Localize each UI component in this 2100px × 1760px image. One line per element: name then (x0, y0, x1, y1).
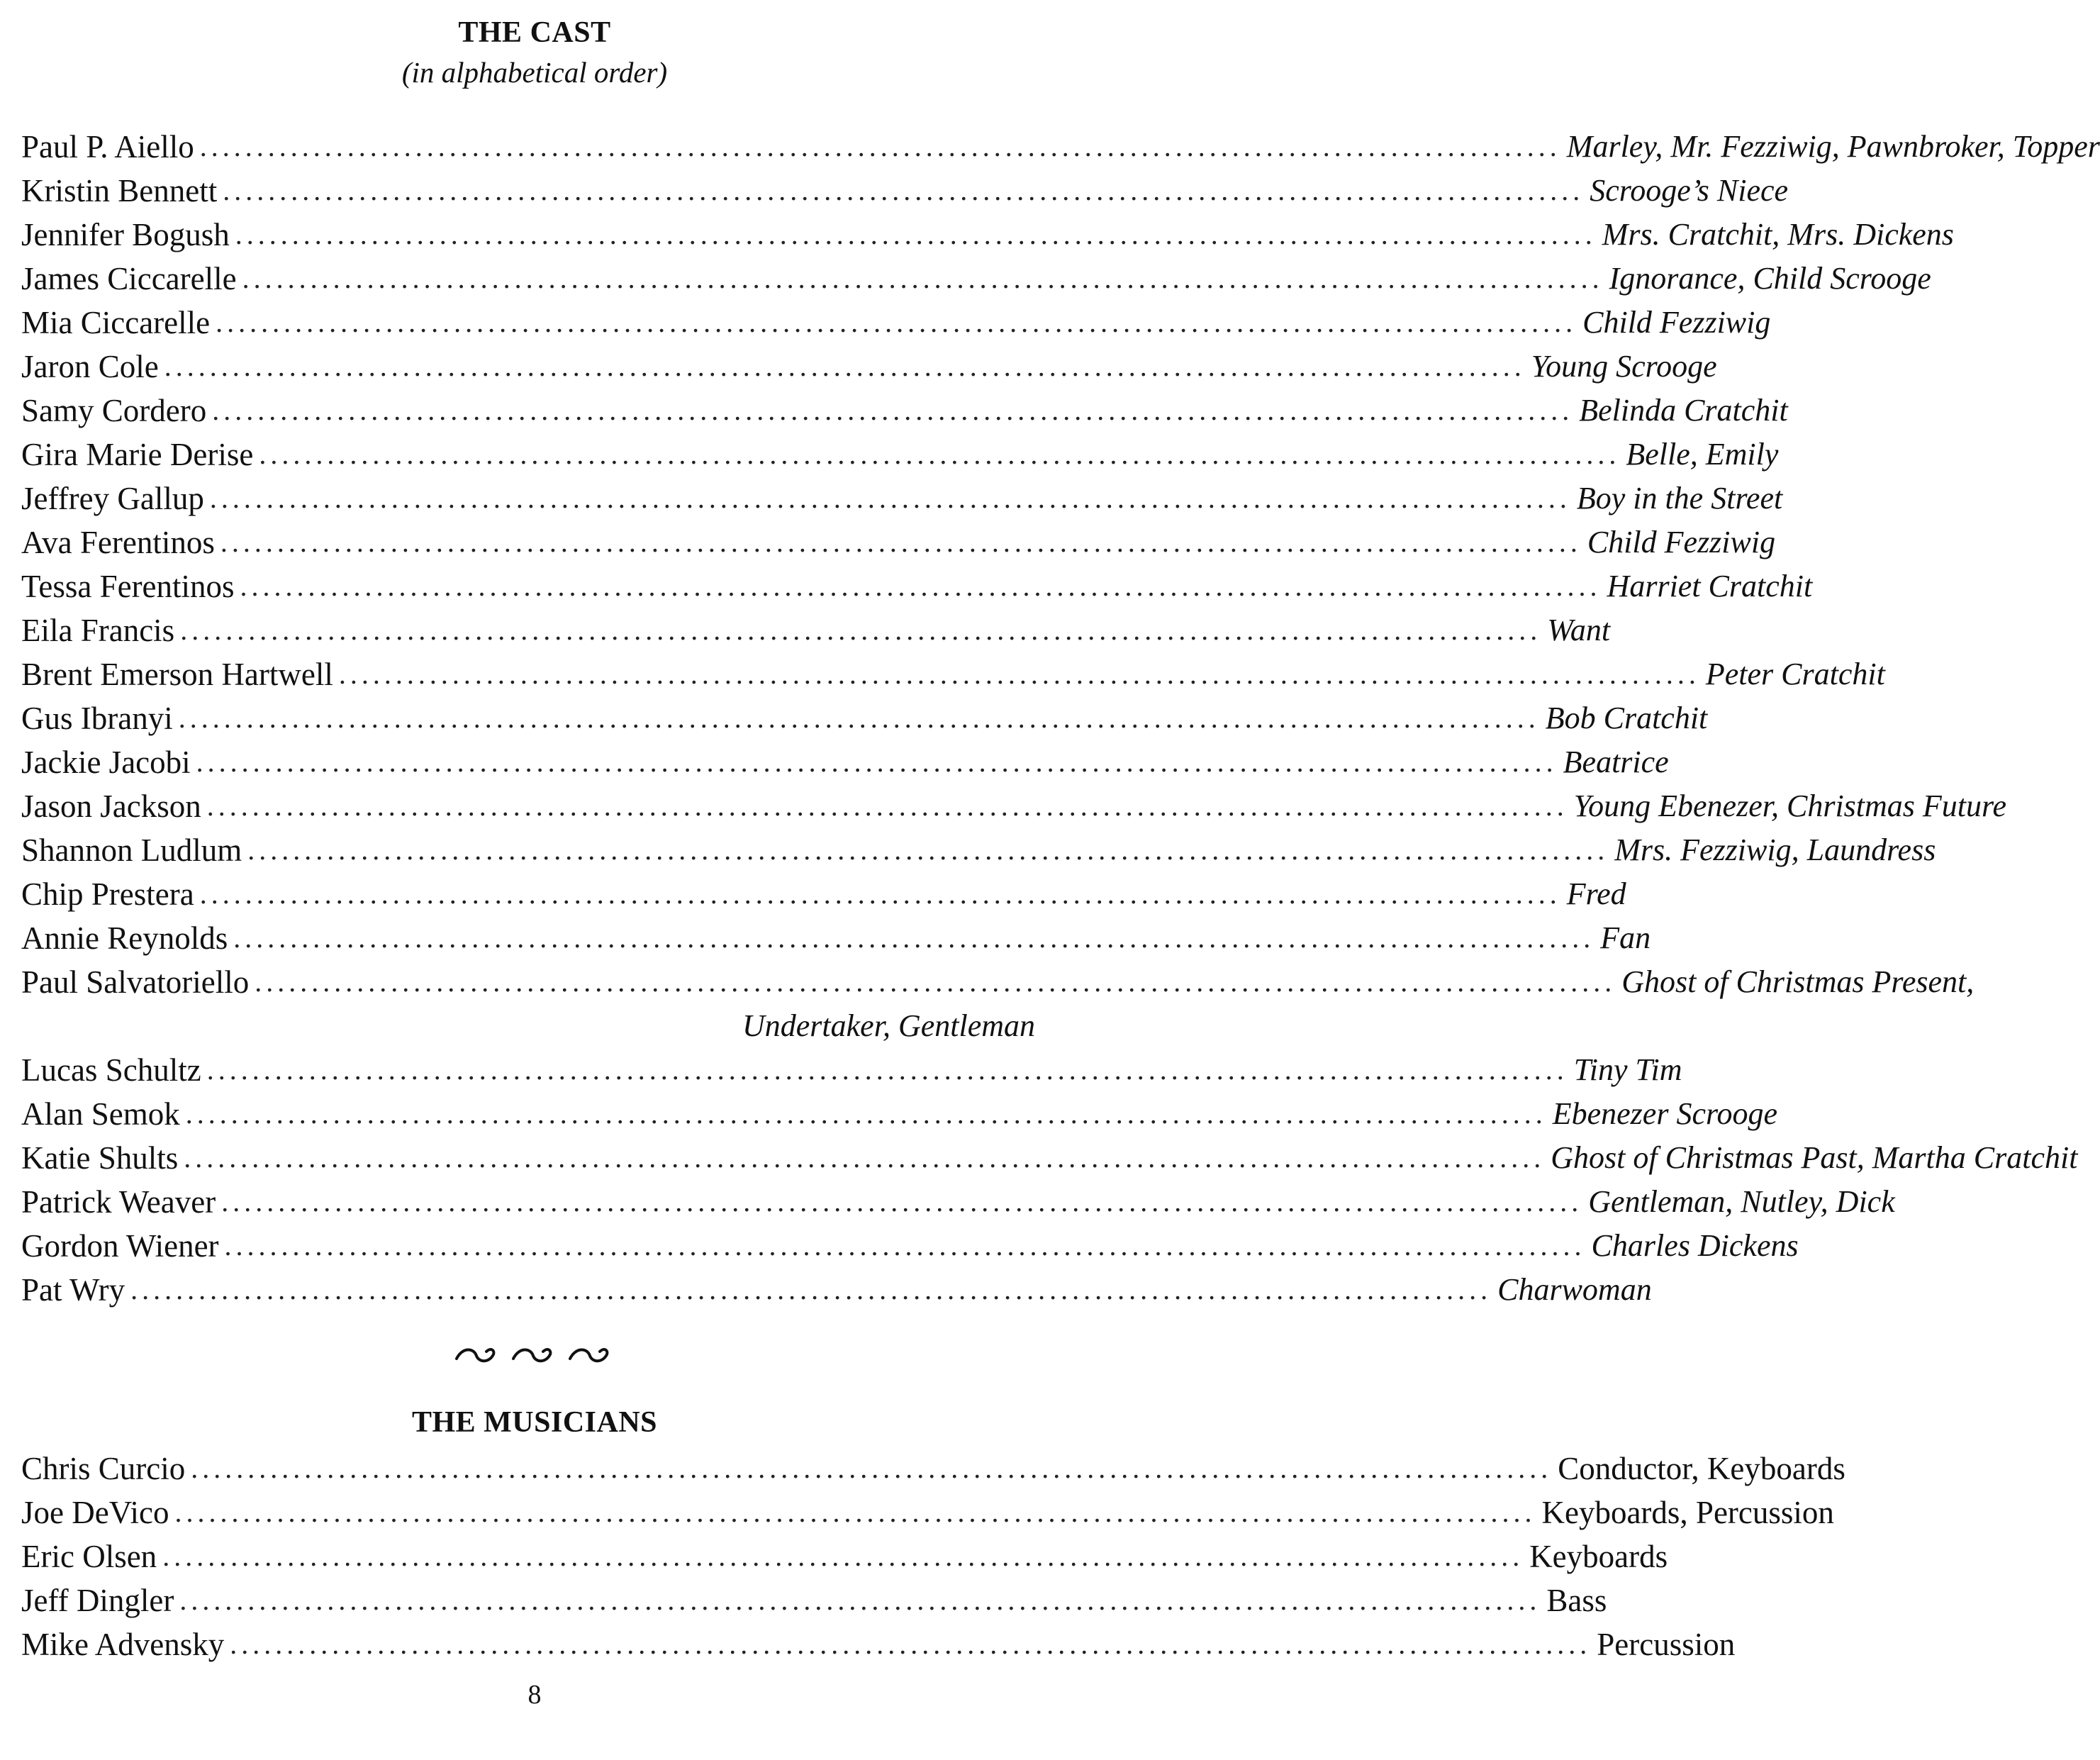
cast-member-row (21, 213, 1954, 257)
ornament-divider (0, 1340, 1069, 1378)
musician-list (21, 1447, 1845, 1666)
cast-member-role: Peter Cratchit (1705, 657, 1885, 691)
cast-member-role: Gentleman, Nutley, Dick (1588, 1184, 1895, 1219)
leader-dots: ........................................................................................................................ (179, 1584, 1541, 1616)
musician-role: Bass (1546, 1583, 1607, 1618)
leader-dots: ........................................................................................................................ (247, 834, 1609, 866)
cast-member-role: Bob Cratchit (1545, 701, 1708, 735)
cast-member-name: Paul Salvatoriello (21, 964, 250, 1000)
leader-dots: ........................................................................................................................ (212, 394, 1574, 426)
cast-member-row (21, 1136, 2078, 1180)
cast-member-name: Katie Shults (21, 1140, 179, 1176)
cast-member-row (21, 1092, 1777, 1136)
musician-row (21, 1491, 1834, 1535)
cast-member-name: Chip Prestera (21, 876, 194, 912)
musician-row (21, 1622, 1736, 1666)
cast-member-name: Eila Francis (21, 613, 175, 648)
leader-dots: ........................................................................................................................ (206, 790, 1568, 822)
leader-dots: ........................................................................................................................ (180, 614, 1542, 646)
leader-dots: ........................................................................................................................ (162, 1540, 1524, 1572)
cast-member-name: Jackie Jacobi (21, 745, 191, 780)
scroll-flourish-icon (449, 1342, 620, 1370)
cast-member-role: Ghost of Christmas Past, Martha Cratchit (1551, 1140, 2078, 1175)
cast-member-role: Mrs. Fezziwig, Laundress (1614, 832, 1936, 867)
cast-member-role: Fred (1566, 876, 1626, 911)
leader-dots: ........................................................................................................................ (185, 1098, 1547, 1130)
musician-name: Chris Curcio (21, 1451, 186, 1486)
cast-member-name: Lucas Schultz (21, 1052, 201, 1088)
cast-member-role: Harriet Cratchit (1607, 569, 1813, 603)
cast-list (21, 125, 2100, 1312)
cast-member-row (21, 257, 1931, 301)
cast-member-role: Child Fezziwig (1587, 525, 1776, 559)
cast-member-role: Ignorance, Child Scrooge (1609, 261, 1931, 296)
leader-dots: ........................................................................................................................ (233, 922, 1595, 954)
cast-member-row (21, 784, 2007, 828)
leader-dots: ........................................................................................................................ (242, 262, 1604, 294)
leader-dots: ........................................................................................................................ (199, 130, 1561, 162)
cast-member-row (21, 652, 1885, 696)
cast-member-row (21, 828, 1936, 872)
cast-member-name: Alan Semok (21, 1096, 180, 1132)
cast-member-name: Patrick Weaver (21, 1184, 216, 1220)
leader-dots: ........................................................................................................................ (221, 1186, 1583, 1218)
cast-member-role: Ebenezer Scrooge (1552, 1096, 1777, 1131)
cast-member-name: Gordon Wiener (21, 1228, 219, 1264)
leader-dots: ........................................................................................................................ (259, 438, 1621, 470)
cast-member-row (21, 916, 1651, 960)
cast-subtitle: (in alphabetical order) (401, 56, 668, 89)
musician-role: Percussion (1597, 1627, 1736, 1662)
cast-member-row (21, 960, 1975, 1004)
leader-dots: ........................................................................................................................ (184, 1142, 1546, 1174)
leader-dots: ........................................................................................................................ (178, 702, 1540, 734)
cast-title: THE CAST (458, 16, 611, 49)
cast-member-row (21, 696, 1708, 740)
leader-dots: ........................................................................................................................ (230, 1628, 1592, 1660)
cast-member-role: Marley, Mr. Fezziwig, Pawnbroker, Topper (1566, 129, 2100, 164)
cast-member-name: Gus Ibranyi (21, 701, 173, 736)
cast-member-row (21, 301, 1771, 345)
musician-name: Mike Advensky (21, 1627, 225, 1662)
page-number: 8 (527, 1680, 542, 1710)
cast-member-row (21, 389, 1788, 433)
musician-row (21, 1447, 1845, 1491)
musician-row (21, 1535, 1668, 1578)
cast-member-role: Mrs. Cratchit, Mrs. Dickens (1602, 217, 1954, 252)
cast-member-role: Want (1547, 613, 1611, 647)
musician-name: Jeff Dingler (21, 1583, 174, 1618)
leader-dots: ........................................................................................................................ (240, 570, 1602, 602)
cast-member-role: Ghost of Christmas Present, (1621, 964, 1975, 999)
cast-member-role: Young Scrooge (1531, 349, 1717, 384)
cast-member-name: Jason Jackson (21, 789, 201, 824)
cast-member-row (21, 520, 1776, 564)
musician-name: Joe DeVico (21, 1495, 169, 1530)
cast-member-role: Belinda Cratchit (1579, 393, 1788, 428)
musicians-title: THE MUSICIANS (411, 1406, 658, 1439)
leader-dots: ........................................................................................................................ (191, 1452, 1553, 1484)
cast-member-row (21, 125, 2100, 169)
cast-member-row (21, 1224, 1799, 1268)
cast-member-row (21, 1048, 1682, 1092)
leader-dots: ........................................................................................................................ (224, 1230, 1586, 1261)
cast-member-role: Tiny Tim (1573, 1052, 1682, 1087)
cast-member-name: Brent Emerson Hartwell (21, 657, 333, 692)
cast-member-name: Paul P. Aiello (21, 129, 194, 165)
leader-dots: ........................................................................................................................ (196, 746, 1558, 778)
cast-member-name: Mia Ciccarelle (21, 305, 211, 340)
cast-member-name: Jennifer Bogush (21, 217, 230, 252)
cast-member-row (21, 1180, 1895, 1224)
leader-dots: ........................................................................................................................ (216, 306, 1577, 338)
cast-member-row (21, 608, 1611, 652)
leader-dots: ........................................................................................................................ (223, 174, 1585, 206)
leader-dots: ........................................................................................................................ (255, 966, 1616, 998)
musician-role: Conductor, Keyboards (1558, 1451, 1845, 1486)
cast-member-name: Ava Ferentinos (21, 525, 215, 560)
cast-member-name: Jeffrey Gallup (21, 481, 204, 516)
cast-member-role: Charwoman (1497, 1272, 1652, 1307)
musician-role: Keyboards (1529, 1539, 1668, 1574)
cast-member-name: Tessa Ferentinos (21, 569, 235, 604)
musician-name: Eric Olsen (21, 1539, 157, 1574)
cast-member-name: Shannon Ludlum (21, 832, 242, 868)
cast-member-name: James Ciccarelle (21, 261, 237, 296)
cast-member-name: Kristin Bennett (21, 173, 218, 208)
cast-member-name: Annie Reynolds (21, 920, 228, 956)
cast-member-name: Jaron Cole (21, 349, 159, 384)
cast-member-name: Pat Wry (21, 1272, 125, 1308)
cast-member-name: Samy Cordero (21, 393, 207, 428)
cast-member-role: Young Ebenezer, Christmas Future (1573, 789, 2007, 823)
cast-member-role: Boy in the Street (1576, 481, 1783, 516)
leader-dots: ........................................................................................................................ (164, 350, 1526, 382)
cast-member-role-continued: Undertaker, Gentleman (742, 1008, 1035, 1043)
cast-member-role: Belle, Emily (1626, 437, 1779, 472)
leader-dots: ........................................................................................................................ (130, 1274, 1492, 1305)
cast-member-row (21, 169, 1789, 213)
cast-member-row (21, 345, 1717, 389)
cast-member-row (21, 872, 1626, 916)
leader-dots: ........................................................................................................................ (199, 878, 1561, 910)
musician-row (21, 1578, 1607, 1622)
cast-member-role: Fan (1600, 920, 1651, 955)
cast-member-role: Scrooge’s Niece (1590, 173, 1789, 208)
cast-member-name: Gira Marie Derise (21, 437, 254, 472)
cast-member-row (21, 740, 1669, 784)
leader-dots: ........................................................................................................................ (206, 1054, 1568, 1086)
leader-dots: ........................................................................................................................ (220, 526, 1582, 558)
leader-dots: ........................................................................................................................ (338, 658, 1700, 690)
musician-role: Keyboards, Percussion (1541, 1495, 1834, 1530)
cast-member-row (21, 1268, 1652, 1312)
leader-dots: ........................................................................................................................ (209, 482, 1571, 514)
cast-member-role: Child Fezziwig (1582, 305, 1771, 340)
cast-member-row (21, 477, 1783, 520)
cast-member-row (21, 433, 1779, 477)
cast-member-role: Beatrice (1563, 745, 1669, 779)
leader-dots: ........................................................................................................................ (235, 218, 1597, 250)
leader-dots: ........................................................................................................................ (174, 1496, 1536, 1528)
cast-member-role: Charles Dickens (1591, 1228, 1799, 1263)
cast-member-row (21, 564, 1813, 608)
